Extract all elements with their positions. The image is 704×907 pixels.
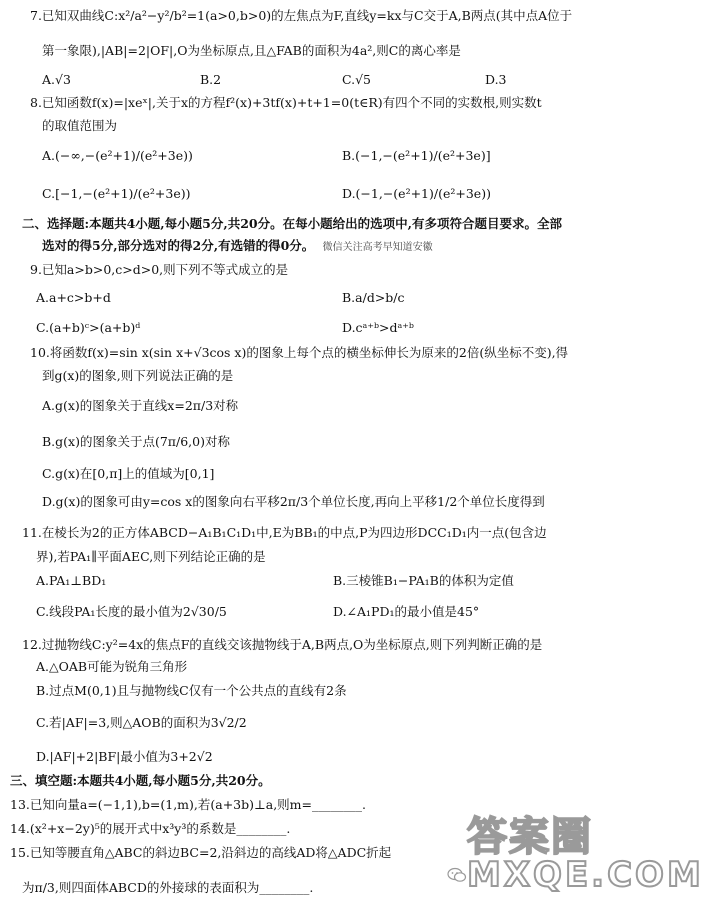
q12-stem: 12.过抛物线C:y²=4x的焦点F的直线交该抛物线于A,B两点,O为坐标原点,则下列判断正确的是 bbox=[22, 637, 543, 652]
q10-option-d: D.g(x)的图象可由y=cos x的图象向右平移2π/3个单位长度,再向上平移1/2个单位长度得到 bbox=[42, 494, 545, 509]
q15-line-1: 15.已知等腰直角△ABC的斜边BC=2,沿斜边的高线AD将△ADC折起 bbox=[10, 845, 392, 860]
q11-line-2: 界),若PA₁∥平面AEC,则下列结论正确的是 bbox=[36, 549, 266, 564]
q7-line-2: 第一象限),|AB|=2|OF|,O为坐标原点,且△FAB的面积为4a²,则C的离心率是 bbox=[42, 43, 461, 58]
watermark-text-cn: 答案圈 bbox=[467, 814, 593, 860]
q8-option-c: C.[−1,−(e²+1)/(e²+3e)) bbox=[42, 186, 191, 201]
q13: 13.已知向量a=(−1,1),b=(1,m),若(a+3b)⊥a,则m=________. bbox=[10, 797, 366, 812]
q14: 14.(x²+x−2y)⁵的展开式中x³y³的系数是________. bbox=[10, 821, 291, 836]
q12-option-a: A.△OAB可能为锐角三角形 bbox=[36, 659, 188, 674]
section-2-heading-cont bbox=[42, 238, 433, 256]
q15-line-2: 为π/3,则四面体ABCD的外接球的表面积为________. bbox=[22, 880, 314, 895]
section-2-scoring: 选对的得5分,部分选对的得2分,有选错的得0分。 bbox=[42, 238, 315, 253]
section-3-heading: 三、填空题:本题共4小题,每小题5分,共20分。 bbox=[10, 773, 271, 788]
q11-option-c: C.线段PA₁长度的最小值为2√30/5 bbox=[36, 604, 227, 619]
q12-option-d: D.|AF|+2|BF|最小值为3+2√2 bbox=[36, 749, 213, 764]
q11-option-d: D.∠A₁PD₁的最小值是45° bbox=[333, 604, 480, 619]
q7-option-a: A.√3 bbox=[42, 72, 71, 87]
q7-option-c: C.√5 bbox=[342, 72, 372, 87]
q11-line-1: 11.在棱长为2的正方体ABCD−A₁B₁C₁D₁中,E为BB₁的中点,P为四边形DCC₁D₁内一点(包含边 bbox=[22, 525, 547, 540]
q8-option-a: A.(−∞,−(e²+1)/(e²+3e)) bbox=[42, 148, 193, 163]
q10-option-c: C.g(x)在[0,π]上的值域为[0,1] bbox=[42, 466, 215, 481]
q10-option-a: A.g(x)的图象关于直线x=2π/3对称 bbox=[42, 398, 239, 413]
q7-option-b: B.2 bbox=[200, 72, 222, 87]
q11-option-a: A.PA₁⊥BD₁ bbox=[36, 573, 107, 588]
q12-option-b: B.过点M(0,1)且与抛物线C仅有一个公共点的直线有2条 bbox=[36, 683, 347, 698]
wechat-icon bbox=[447, 867, 467, 883]
q12-option-c: C.若|AF|=3,则△AOB的面积为3√2/2 bbox=[36, 715, 247, 730]
q9-stem: 9.已知a>b>0,c>d>0,则下列不等式成立的是 bbox=[30, 262, 289, 277]
q7-line-1: 7.已知双曲线C:x²/a²−y²/b²=1(a>0,b>0)的左焦点为F,直线y=kx与C交于A,B两点(其中点A位于 bbox=[30, 8, 573, 23]
q9-option-b: B.a/d>b/c bbox=[342, 290, 405, 305]
q11-option-b: B.三棱锥B₁−PA₁B的体积为定值 bbox=[333, 573, 514, 588]
q7-option-d: D.3 bbox=[485, 72, 507, 87]
q10-line-2: 到g(x)的图象,则下列说法正确的是 bbox=[42, 368, 234, 383]
q8-line-2: 的取值范围为 bbox=[42, 118, 118, 133]
q8-line-1: 8.已知函数f(x)=|xeˣ|,关于x的方程f²(x)+3tf(x)+t+1=0(t∈R)有四个不同的实数根,则实数t bbox=[30, 95, 542, 110]
section-2-heading: 二、选择题:本题共4小题,每小题5分,共20分。在每小题给出的选项中,有多项符合题目要求。全部 bbox=[22, 216, 562, 231]
q8-option-b: B.(−1,−(e²+1)/(e²+3e)] bbox=[342, 148, 491, 163]
q9-option-d: D.cᵃ⁺ᵇ>dᵃ⁺ᵇ bbox=[342, 320, 414, 335]
q9-option-a: A.a+c>b+d bbox=[36, 290, 111, 305]
q9-option-c: C.(a+b)ᶜ>(a+b)ᵈ bbox=[36, 320, 141, 335]
watermark-logo bbox=[427, 803, 704, 903]
q8-option-d: D.(−1,−(e²+1)/(e²+3e)) bbox=[342, 186, 491, 201]
watermark-text-url: MXQE.COM bbox=[467, 855, 704, 895]
q10-option-b: B.g(x)的图象关于点(7π/6,0)对称 bbox=[42, 434, 230, 449]
wechat-note: 微信关注高考早知道安徽 bbox=[322, 242, 433, 253]
q10-line-1: 10.将函数f(x)=sin x(sin x+√3cos x)的图象上每个点的横坐标伸长为原来的2倍(纵坐标不变),得 bbox=[30, 345, 569, 360]
